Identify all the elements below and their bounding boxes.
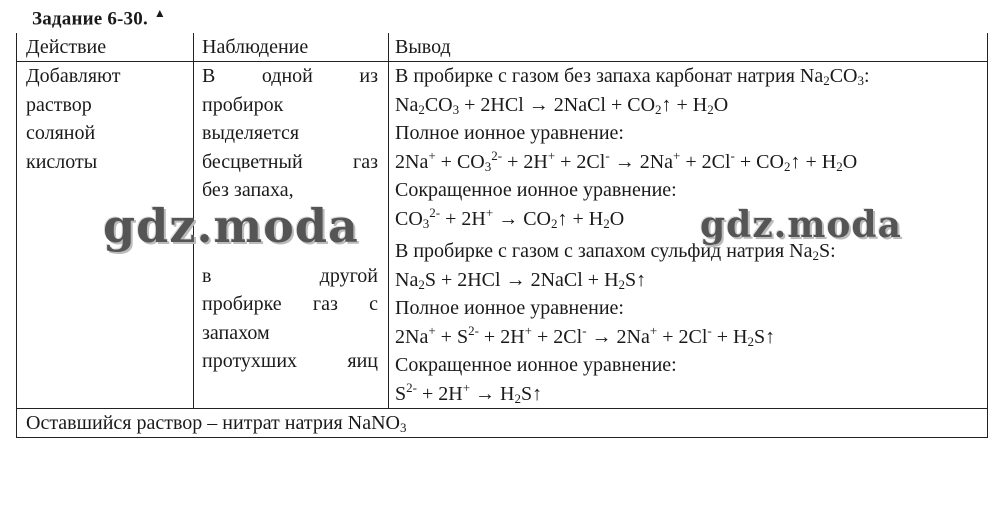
equation-line: $CO_3^{2-} + 2H^+$ → $CO_2↑ + H_2O$: [395, 204, 625, 231]
equation-line: $2Na^+ + CO_3^{2-} + 2H^+ + 2Cl^- \to 2Na^+ + 2Cl^-$ + $CO_2↑ + H_2O$: [395, 147, 858, 174]
conclusion-line: В пробирке с газом с запахом сульфид натрия $Na_2S$:: [395, 240, 836, 263]
obs-line: бесцветный газ: [202, 150, 378, 173]
conclusion-line: Полное ионное уравнение:: [395, 122, 624, 144]
header-conclusion: Вывод: [389, 33, 988, 62]
equation-line: $S^{2-} + 2H^+$ → $H_2S↑$: [395, 379, 543, 406]
conclusion-line: Полное ионное уравнение:: [395, 297, 624, 319]
header-row: [17, 33, 988, 62]
obs-line: запахом: [202, 321, 270, 344]
task-title: Задание 6-30. ▲: [32, 6, 166, 30]
conclusion-line: Сокращенное ионное уравнение:: [395, 354, 677, 376]
watermark: gdz.moda: [700, 204, 902, 246]
header-action: Действие: [17, 33, 194, 62]
equation-line: $Na_2CO_3 + 2HCl$ → 2NaCl + $CO_2↑ + H_2O$: [395, 93, 729, 117]
obs-line: выделяется: [202, 122, 300, 144]
equation-line: $2Na^+ + S^{2-} + 2H^+ + 2Cl^- \to 2Na^+ + 2Cl^-$ + $H_2S↑$: [395, 322, 776, 349]
watermark: gdz.moda: [103, 199, 359, 253]
action-line: раствор: [26, 93, 92, 116]
action-line: кислоты: [26, 150, 98, 173]
action-line: Добавляют: [26, 65, 121, 87]
obs-line: пробирке газ с: [202, 293, 378, 315]
header-observation: Наблюдение: [194, 33, 389, 62]
obs-line: протухших яиц: [202, 350, 378, 372]
obs-line: пробирок: [202, 93, 284, 116]
action-line: соляной: [26, 122, 96, 144]
conclusion-line: Сокращенное ионное уравнение:: [395, 179, 677, 201]
obs-line: в другой: [202, 264, 378, 287]
footer-cell: Оставшийся раствор – нитрат натрия NaNO$_3$: [17, 409, 988, 438]
obs-line: без запаха,: [202, 179, 294, 201]
obs-line: В одной из: [202, 65, 378, 87]
conclusion-line: В пробирке с газом без запаха карбонат натрия $Na_2CO_3$:: [395, 65, 870, 88]
footer-row: [17, 409, 988, 438]
title-mark: ▲: [153, 6, 166, 20]
equation-line: $Na_2S + 2HCl$ → 2NaCl + $H_2S↑$: [395, 268, 647, 292]
